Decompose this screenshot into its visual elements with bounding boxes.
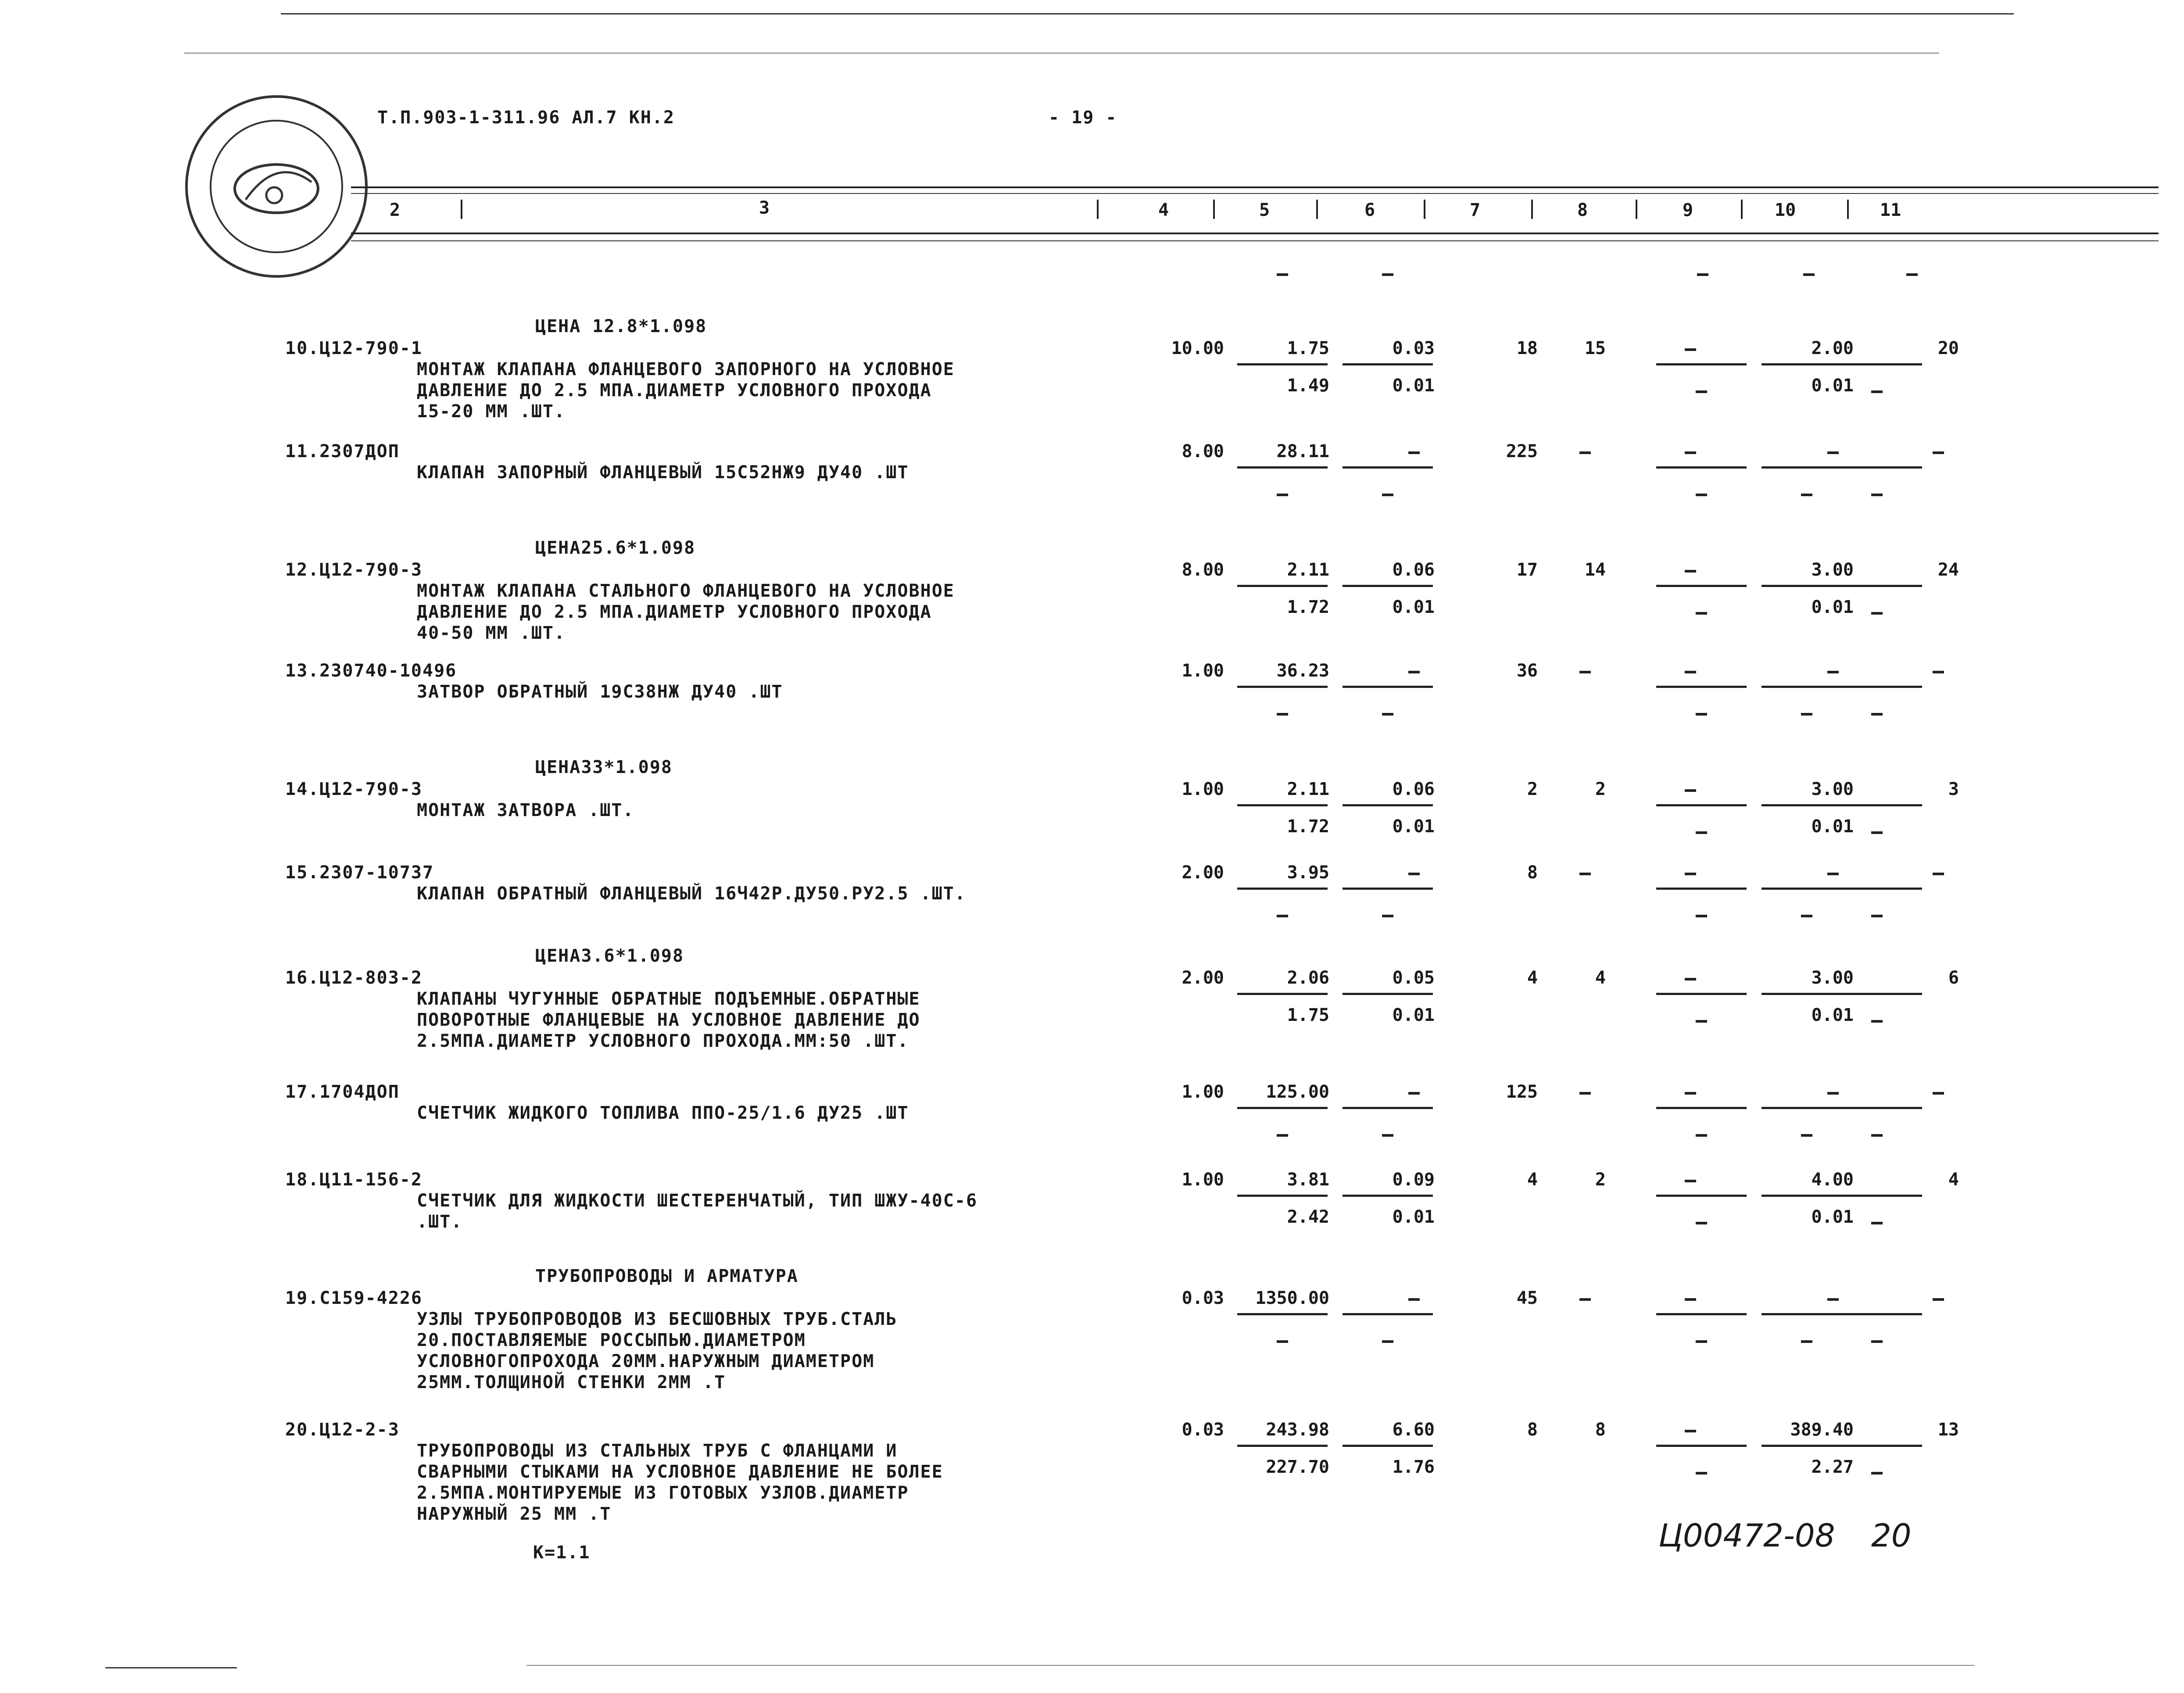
header-bottom-rule (351, 233, 2159, 234)
cell-underline (1237, 466, 1328, 469)
top-scan-line (281, 13, 2014, 14)
cell-c5b: 1.75 (1287, 1005, 1329, 1025)
cell-dash (1408, 1092, 1420, 1095)
cell-c11: 3 (1948, 779, 1959, 799)
cell-c8: 14 (1584, 560, 1606, 580)
round-stamp (180, 90, 373, 283)
item-code: 18.Ц11-156-2 (285, 1170, 422, 1190)
header-top-rule (351, 186, 2159, 188)
cell-underline (1237, 363, 1328, 365)
cell-underline (1656, 1445, 1747, 1447)
cell-underline (1343, 1107, 1433, 1109)
cell-underline (1832, 466, 1922, 469)
cell-underline (1237, 1445, 1328, 1447)
cell-dash (1696, 1340, 1707, 1343)
cell-underline (1237, 585, 1328, 587)
cell-dash (1277, 713, 1288, 716)
bottom-scan-line (105, 1667, 237, 1668)
col-header-8: 8 (1577, 200, 1588, 220)
cell-c7: 225 (1506, 441, 1538, 462)
cell-dash (1579, 451, 1591, 454)
cell-dash (1277, 915, 1288, 917)
cell-c7: 2 (1527, 779, 1538, 799)
item-code: 14.Ц12-790-3 (285, 779, 422, 799)
cell-dash (1696, 713, 1707, 716)
cell-c7: 8 (1527, 1420, 1538, 1440)
cell-underline (1832, 993, 1922, 995)
page-number: - 19 - (1049, 107, 1117, 128)
col-header-7: 7 (1470, 200, 1481, 220)
col-sep (1636, 200, 1637, 219)
cell-dash (1696, 1020, 1707, 1023)
cell-underline (1656, 686, 1747, 688)
col-header-3: 3 (759, 198, 770, 218)
cell-dash (1801, 494, 1812, 496)
cell-underline (1237, 993, 1328, 995)
cell-c4: 2.00 (1182, 968, 1224, 988)
item-description: 15-20 ММ .ШТ. (417, 401, 566, 422)
item-code: 13.230740-10496 (285, 661, 457, 681)
item-code: 20.Ц12-2-3 (285, 1420, 400, 1440)
cell-c4: 8.00 (1182, 441, 1224, 462)
cell-underline (1656, 1195, 1747, 1197)
col-header-9: 9 (1683, 200, 1693, 220)
cell-c7: 8 (1527, 863, 1538, 883)
cell-dash (1801, 1340, 1812, 1343)
cell-underline (1832, 1107, 1922, 1109)
cell-c5: 2.06 (1287, 968, 1329, 988)
cell-dash (1685, 1092, 1696, 1095)
cell-dash (1685, 873, 1696, 875)
cell-c6b: 0.01 (1392, 816, 1435, 837)
cell-c10b: 0.01 (1811, 1005, 1854, 1025)
item-code: 17.1704ДОП (285, 1082, 400, 1102)
item-description: 2.5МПА.ДИАМЕТР УСЛОВНОГО ПРОХОДА.ММ:50 .ШТ. (417, 1031, 909, 1051)
cell-c6: 0.06 (1392, 560, 1435, 580)
cell-dash (1685, 570, 1696, 573)
cell-dash (1933, 671, 1944, 673)
cell-c4: 0.03 (1182, 1288, 1224, 1308)
item-description: 25ММ.ТОЛЩИНОЙ СТЕНКИ 2ММ .Т (417, 1372, 726, 1392)
cell-dash (1933, 1298, 1944, 1301)
cell-dash (1696, 612, 1707, 615)
cell-underline (1343, 686, 1433, 688)
item-description: .ШТ. (417, 1212, 463, 1232)
cell-dash (1827, 1092, 1839, 1095)
cell-c4: 0.03 (1182, 1420, 1224, 1440)
cell-dash (1685, 1180, 1696, 1182)
cell-dash (1408, 1298, 1420, 1301)
cell-c5: 125.00 (1266, 1082, 1329, 1102)
cell-c5: 2.11 (1287, 779, 1329, 799)
cell-underline (1343, 888, 1433, 890)
col-sep (1847, 200, 1849, 219)
cell-underline (1832, 1313, 1922, 1315)
cell-dash (1871, 494, 1883, 496)
header-top-rule-2 (351, 193, 2159, 194)
cell-c8: 15 (1584, 338, 1606, 358)
col-header-10: 10 (1775, 200, 1796, 220)
item-description: УСЛОВНОГОПРОХОДА 20ММ.НАРУЖНЫМ ДИАМЕТРОМ (417, 1351, 875, 1371)
cell-dash (1408, 873, 1420, 875)
cell-underline (1656, 993, 1747, 995)
cell-underline (1832, 1445, 1922, 1447)
col-header-5: 5 (1259, 200, 1270, 220)
cell-c10b: 0.01 (1811, 597, 1854, 617)
cell-c5: 36.23 (1276, 661, 1329, 681)
cell-dash (1696, 1222, 1707, 1224)
item-description: 2.5МПА.МОНТИРУЕМЫЕ ИЗ ГОТОВЫХ УЗЛОВ.ДИАМЕТР (417, 1483, 909, 1503)
cell-dash (1579, 671, 1591, 673)
price-note: ТРУБОПРОВОДЫ И АРМАТУРА (535, 1266, 798, 1286)
item-description: КЛАПАН ОБРАТНЫЙ ФЛАНЦЕВЫЙ 16Ч42Р.ДУ50.РУ2.5 .ШТ. (417, 884, 966, 904)
col-sep (461, 200, 462, 219)
cell-dash (1579, 1092, 1591, 1095)
cell-dash (1801, 713, 1812, 716)
cell-c7: 125 (1506, 1082, 1538, 1102)
cell-c5b: 227.70 (1266, 1457, 1329, 1477)
cell-dash (1408, 671, 1420, 673)
cell-dash (1871, 1472, 1883, 1475)
cell-c6b: 0.01 (1392, 1207, 1435, 1227)
cell-dash (1933, 873, 1944, 875)
cell-dash (1871, 390, 1883, 393)
col-sep (1316, 200, 1318, 219)
cell-underline (1832, 585, 1922, 587)
cont-dash (1906, 273, 1918, 276)
cell-underline (1237, 1313, 1328, 1315)
item-description: ДАВЛЕНИЕ ДО 2.5 МПА.ДИАМЕТР УСЛОВНОГО ПРОХОДА (417, 602, 932, 622)
cell-dash (1579, 873, 1591, 875)
coefficient: К=1.1 (533, 1543, 591, 1563)
cell-underline (1656, 804, 1747, 806)
cell-c5: 28.11 (1276, 441, 1329, 462)
item-description: 40-50 ММ .ШТ. (417, 623, 566, 643)
cell-c6b: 0.01 (1392, 376, 1435, 396)
col-header-2: 2 (390, 200, 401, 220)
cell-c4: 10.00 (1171, 338, 1224, 358)
cell-dash (1801, 915, 1812, 917)
price-note: ЦЕНА3.6*1.098 (535, 946, 684, 966)
cell-dash (1277, 1340, 1288, 1343)
cell-underline (1343, 585, 1433, 587)
cell-underline (1832, 686, 1922, 688)
cell-c6: 0.05 (1392, 968, 1435, 988)
item-description: СЧЕТЧИК ЖИДКОГО ТОПЛИВА ППО-25/1.6 ДУ25 .ШТ (417, 1103, 909, 1123)
item-description: КЛАПАН ЗАПОРНЫЙ ФЛАНЦЕВЫЙ 15С52НЖ9 ДУ40 .ШТ (417, 462, 909, 483)
cell-dash (1801, 1134, 1812, 1137)
cell-dash (1933, 451, 1944, 454)
cell-c4: 1.00 (1182, 661, 1224, 681)
col-sep (1097, 200, 1099, 219)
cell-c4: 1.00 (1182, 1082, 1224, 1102)
cell-dash (1685, 978, 1696, 981)
cell-c7: 45 (1516, 1288, 1538, 1308)
cell-c5: 3.81 (1287, 1170, 1329, 1190)
cell-dash (1685, 1298, 1696, 1301)
cell-c11: 20 (1937, 338, 1959, 358)
cell-underline (1656, 466, 1747, 469)
cell-c7: 18 (1516, 338, 1538, 358)
col-sep (1213, 200, 1215, 219)
cell-dash (1871, 915, 1883, 917)
cell-underline (1343, 363, 1433, 365)
cell-underline (1237, 888, 1328, 890)
cell-c10: 3.00 (1811, 779, 1854, 799)
cell-c7: 17 (1516, 560, 1538, 580)
item-description: МОНТАЖ КЛАПАНА СТАЛЬНОГО ФЛАНЦЕВОГО НА УСЛОВНОЕ (417, 581, 955, 601)
cell-dash (1827, 1298, 1839, 1301)
cell-c11: 4 (1948, 1170, 1959, 1190)
cell-underline (1237, 1195, 1328, 1197)
cell-dash (1871, 1020, 1883, 1023)
cell-c10b: 2.27 (1811, 1457, 1854, 1477)
item-description: КЛАПАНЫ ЧУГУННЫЕ ОБРАТНЫЕ ПОДЪЕМНЫЕ.ОБРАТНЫЕ (417, 989, 920, 1009)
cell-c5: 1.75 (1287, 338, 1329, 358)
cell-dash (1685, 451, 1696, 454)
cell-c4: 2.00 (1182, 863, 1224, 883)
item-code: 11.2307ДОП (285, 441, 400, 462)
cell-underline (1656, 363, 1747, 365)
col-header-6: 6 (1364, 200, 1375, 220)
item-description: ДАВЛЕНИЕ ДО 2.5 МПА.ДИАМЕТР УСЛОВНОГО ПРОХОДА (417, 380, 932, 401)
cell-underline (1237, 804, 1328, 806)
cell-dash (1277, 1134, 1288, 1137)
cont-dash (1277, 273, 1288, 276)
cell-c8: 8 (1595, 1420, 1606, 1440)
cell-dash (1871, 1134, 1883, 1137)
cell-c10: 3.00 (1811, 968, 1854, 988)
cell-dash (1933, 1092, 1944, 1095)
cell-underline (1832, 804, 1922, 806)
cell-c10b: 0.01 (1811, 376, 1854, 396)
cell-c8: 4 (1595, 968, 1606, 988)
cell-dash (1277, 494, 1288, 496)
cell-c10b: 0.01 (1811, 1207, 1854, 1227)
cell-c11: 24 (1937, 560, 1959, 580)
cell-dash (1871, 1340, 1883, 1343)
cont-dash (1803, 273, 1815, 276)
cell-underline (1343, 804, 1433, 806)
header-bottom-rule-2 (351, 240, 2159, 241)
cell-c10b: 0.01 (1811, 816, 1854, 837)
col-sep (1531, 200, 1533, 219)
cell-dash (1871, 612, 1883, 615)
cell-c5b: 1.72 (1287, 816, 1329, 837)
cell-underline (1656, 1107, 1747, 1109)
cell-dash (1696, 1134, 1707, 1137)
cell-c11: 6 (1948, 968, 1959, 988)
handwritten-page: 20 (1871, 1517, 1912, 1554)
cell-c5: 243.98 (1266, 1420, 1329, 1440)
cell-dash (1696, 390, 1707, 393)
cell-c8: 2 (1595, 779, 1606, 799)
top-dotted-line (184, 53, 1939, 54)
doc-code: Т.П.903-1-311.96 АЛ.7 КН.2 (377, 107, 675, 128)
cell-dash (1382, 713, 1393, 716)
cell-underline (1832, 363, 1922, 365)
item-code: 19.С159-4226 (285, 1288, 422, 1308)
cell-dash (1827, 451, 1839, 454)
cell-c4: 1.00 (1182, 1170, 1224, 1190)
price-note: ЦЕНА25.6*1.098 (535, 538, 696, 558)
cont-dash (1697, 273, 1708, 276)
cell-c11: 13 (1937, 1420, 1959, 1440)
cell-c7: 36 (1516, 661, 1538, 681)
cell-c7: 4 (1527, 968, 1538, 988)
cell-c5: 2.11 (1287, 560, 1329, 580)
cell-dash (1827, 671, 1839, 673)
cell-underline (1343, 993, 1433, 995)
cell-c5: 3.95 (1287, 863, 1329, 883)
cell-dash (1579, 1298, 1591, 1301)
cell-dash (1871, 1222, 1883, 1224)
item-description: 20.ПОСТАВЛЯЕМЫЕ РОССЫПЬЮ.ДИАМЕТРОМ (417, 1330, 806, 1350)
cell-c6: 0.09 (1392, 1170, 1435, 1190)
cell-c5b: 1.49 (1287, 376, 1329, 396)
cell-underline (1656, 585, 1747, 587)
cell-c6: 0.03 (1392, 338, 1435, 358)
item-description: МОНТАЖ КЛАПАНА ФЛАНЦЕВОГО ЗАПОРНОГО НА УСЛОВНОЕ (417, 359, 955, 379)
cell-c5b: 2.42 (1287, 1207, 1329, 1227)
cell-dash (1827, 873, 1839, 875)
cell-underline (1343, 1313, 1433, 1315)
cell-dash (1382, 494, 1393, 496)
cell-underline (1343, 1445, 1433, 1447)
col-header-11: 11 (1880, 200, 1901, 220)
cell-c5: 1350.00 (1255, 1288, 1329, 1308)
cell-dash (1696, 1472, 1707, 1475)
col-sep (1424, 200, 1425, 219)
price-note: ЦЕНА33*1.098 (535, 757, 673, 777)
cell-c7: 4 (1527, 1170, 1538, 1190)
cell-underline (1656, 888, 1747, 890)
cell-c4: 1.00 (1182, 779, 1224, 799)
cell-c8: 2 (1595, 1170, 1606, 1190)
cell-c10: 389.40 (1790, 1420, 1854, 1440)
item-code: 16.Ц12-803-2 (285, 968, 422, 988)
cell-c5b: 1.72 (1287, 597, 1329, 617)
item-description: ЗАТВОР ОБРАТНЫЙ 19С38НЖ ДУ40 .ШТ (417, 682, 783, 702)
col-sep (1741, 200, 1743, 219)
cell-dash (1382, 1134, 1393, 1137)
cell-c6: 0.06 (1392, 779, 1435, 799)
item-description: ТРУБОПРОВОДЫ ИЗ СТАЛЬНЫХ ТРУБ С ФЛАНЦАМИ И (417, 1441, 898, 1461)
item-description: УЗЛЫ ТРУБОПРОВОДОВ ИЗ БЕСШОВНЫХ ТРУБ.СТАЛЬ (417, 1309, 898, 1329)
cell-underline (1832, 888, 1922, 890)
cell-dash (1685, 348, 1696, 351)
cell-dash (1871, 713, 1883, 716)
cell-dash (1696, 494, 1707, 496)
cell-underline (1343, 466, 1433, 469)
cell-dash (1871, 831, 1883, 834)
cell-underline (1237, 686, 1328, 688)
cell-c10: 3.00 (1811, 560, 1854, 580)
cell-c6: 6.60 (1392, 1420, 1435, 1440)
item-description: НАРУЖНЫЙ 25 ММ .Т (417, 1504, 612, 1524)
item-description: МОНТАЖ ЗАТВОРА .ШТ. (417, 800, 634, 820)
cell-c6b: 0.01 (1392, 1005, 1435, 1025)
col-header-4: 4 (1158, 200, 1169, 220)
item-description: ПОВОРОТНЫЕ ФЛАНЦЕВЫЕ НА УСЛОВНОЕ ДАВЛЕНИЕ ДО (417, 1010, 920, 1030)
item-code: 10.Ц12-790-1 (285, 338, 422, 358)
cont-dash (1382, 273, 1393, 276)
cell-dash (1382, 915, 1393, 917)
cell-dash (1382, 1340, 1393, 1343)
cell-c10: 2.00 (1811, 338, 1854, 358)
item-description: СВАРНЫМИ СТЫКАМИ НА УСЛОВНОЕ ДАВЛЕНИЕ НЕ БОЛЕЕ (417, 1462, 943, 1482)
cell-dash (1685, 1430, 1696, 1432)
cell-dash (1696, 831, 1707, 834)
cell-c6b: 1.76 (1392, 1457, 1435, 1477)
cell-c4: 8.00 (1182, 560, 1224, 580)
cell-c10: 4.00 (1811, 1170, 1854, 1190)
item-code: 12.Ц12-790-3 (285, 560, 422, 580)
price-note: ЦЕНА 12.8*1.098 (535, 316, 707, 336)
cell-c6b: 0.01 (1392, 597, 1435, 617)
cell-dash (1685, 789, 1696, 792)
cell-dash (1685, 671, 1696, 673)
handwritten-code: Ц00472-08 (1658, 1517, 1835, 1554)
item-code: 15.2307-10737 (285, 863, 434, 883)
cell-dash (1408, 451, 1420, 454)
bottom-dotted-line (526, 1665, 1974, 1666)
cell-dash (1696, 915, 1707, 917)
cell-underline (1237, 1107, 1328, 1109)
item-description: СЧЕТЧИК ДЛЯ ЖИДКОСТИ ШЕСТЕРЕНЧАТЫЙ, ТИП ШЖУ-40С-6 (417, 1191, 978, 1211)
cell-underline (1832, 1195, 1922, 1197)
cell-underline (1656, 1313, 1747, 1315)
cell-underline (1343, 1195, 1433, 1197)
